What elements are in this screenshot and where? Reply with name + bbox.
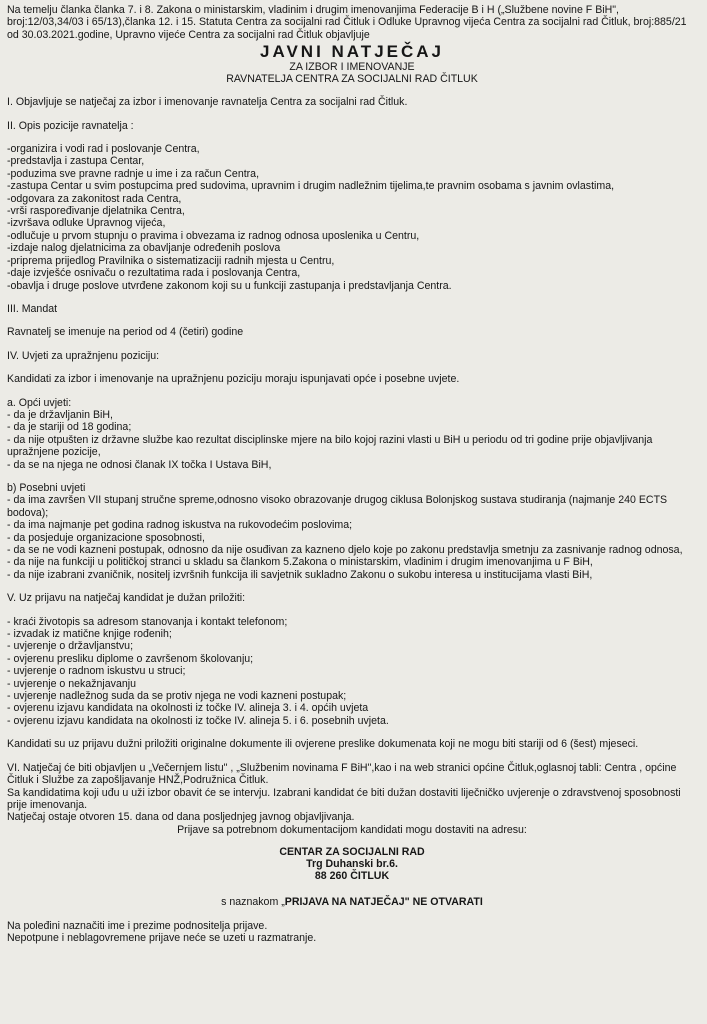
list-item: - da je stariji od 18 godina; [7, 421, 132, 434]
document-subtitle-1: ZA IZBOR I IMENOVANJE [289, 61, 415, 74]
list-item: -vrši raspoređivanje djelatnika Centra, [7, 205, 185, 218]
list-item: -izvršava odluke Upravnog vijeća, [7, 217, 166, 230]
list-item: - ovjerenu izjavu kandidata na okolnosti iz točke IV. alineja 5. i 6. posebnih uvjeta. [7, 714, 389, 727]
section-4-heading: IV. Uvjeti za upražnjenu poziciju: [7, 349, 160, 362]
list-item: -zastupa Centar u svim postupcima pred sudovima, upravnim i drugim nadležnim tijelima,te pravnim osobama s javnim ovlastima, [7, 180, 615, 193]
section-2-heading: II. Opis pozicije ravnatelja : [7, 119, 134, 132]
list-item: -daje izvješće osnivaču o rezultatima rada i poslovanja Centra, [7, 267, 301, 280]
list-item: - kraći životopis sa adresom stanovanja i kontakt telefonom; [7, 615, 288, 628]
list-item: - uvjerenje nadležnog suda da se protiv njega ne vodi kazneni postupak; [7, 690, 347, 703]
position-duties-list [7, 143, 697, 292]
list-item: -poduzima sve pravne radnje u ime i za račun Centra, [7, 167, 260, 180]
list-item: - da posjeduje organizacione sposobnosti, [7, 531, 205, 544]
list-item: - da je državljanin BiH, [7, 408, 113, 421]
list-item: -odgovara za zakonitost rada Centra, [7, 192, 182, 205]
list-item: - izvadak iz matične knjige rođenih; [7, 628, 172, 641]
list-item: -obavlja i druge poslove utvrđene zakonom koji su u funkciji zastupanja i predstavljanja Centra. [7, 279, 452, 292]
required-documents-list [7, 616, 697, 728]
envelope-marking-text: PRIJAVA NA NATJEČAJ [284, 896, 405, 909]
address-line-2: Trg Duhanski br.6. [306, 858, 398, 871]
document-subtitle-2: RAVNATELJA CENTRA ZA SOCIJALNI RAD ČITLUK [226, 73, 478, 86]
document-title: JAVNI NATJEČAJ [259, 42, 444, 62]
section-3-heading: III. Mandat [7, 302, 58, 315]
intro-paragraph: Na temelju članka članka 7. i 8. Zakona o ministarskim, vladinim i drugim imenovanjima Federacije B i H („Službene novine F BiH", broj:12/03,34/03 i 65/13),članka 12. i 15. Statuta Centra za socijalni rad Čitluk i Odluke Upravnog vijeća Centra za socijalni rad Čitluk, broj:885/21 od 30.03.2021.godine, Upravno vijeće Centra za socijalni rad Čitluk objavljuje [7, 4, 687, 41]
envelope-marking [7, 896, 697, 908]
general-conditions-heading: a. Opći uvjeti: [7, 396, 72, 409]
section-4-text: Kandidati za izbor i imenovanje na upražnjenu poziciju moraju ispunjavati opće i posebne uvjete. [7, 373, 460, 386]
list-item: - uvjerenje o radnom iskustvu u struci; [7, 665, 186, 678]
section-1-text: I. Objavljuje se natječaj za izbor i imenovanje ravnatelja Centra za socijalni rad Čitluk. [7, 96, 408, 109]
list-item: - da nije na funkciji u političkoj stranci u skladu sa člankom 5.Zakona o ministarskim, vladinim i drugim imenovanjima u F BiH, [7, 556, 593, 569]
list-item: -organizira i vodi rad i poslovanje Centra, [7, 143, 200, 156]
list-item: - da nije izabrani zvaničnik, nositelj izvršnih funkcija ili savjetnik sukladno Zakonu o sukobu interesa u institucijama vlasti BiH, [7, 568, 593, 581]
address-line-1: CENTAR ZA SOCIJALNI RAD [279, 846, 425, 859]
list-item: - da ima završen VII stupanj stručne spreme,odnosno visoko obrazovanje drugog ciklusa Bolonjskog sustava studiranja (najmanje 240 ECTS bodova); [7, 494, 668, 519]
section-6-submission: Prijave sa potrebnom dokumentacijom kandidati mogu dostaviti na adresu: [177, 823, 527, 836]
list-item: - ovjerenu izjavu kandidata na okolnosti iz točke IV. alineja 3. i 4. općih uvjeta [7, 702, 369, 715]
section-6-deadline: Natječaj ostaje otvoren 15. dana od dana posljednjeg javnog objavljivanja. [7, 811, 355, 824]
section-5-heading: V. Uz prijavu na natječaj kandidat je dužan priložiti: [7, 592, 246, 605]
section-6-interview: Sa kandidatima koji uđu u uži izbor obavit će se intervju. Izabrani kandidat će biti dužan dostaviti liječničko uvjerenje o zdravstvenoj sposobnosti prije imenovanja. [7, 786, 681, 811]
section-3-text: Ravnatelj se imenuje na period od 4 (četiri) godine [7, 326, 244, 339]
originals-note: Kandidati su uz prijavu dužni priložiti originalne dokumente ili ovjerene preslike dokumenata koji ne mogu biti stariji od 6 (šest) mjeseci. [7, 738, 639, 751]
footer-note-1: Na poleđini naznačiti ime i prezime podnositelja prijave. [7, 919, 268, 932]
address-line-3: 88 260 ČITLUK [314, 870, 390, 883]
special-conditions-heading: b) Posebni uvjeti [7, 481, 86, 494]
footer-note-2: Nepotpune i neblagovremene prijave neće se uzeti u razmatranje. [7, 931, 317, 944]
list-item: - uvjerenje o nekažnjavanju [7, 677, 136, 690]
list-item: -odlučuje u prvom stupnju o pravima i obvezama iz radnog odnosa uposlenika u Centru, [7, 229, 420, 242]
list-item: -predstavlja i zastupa Centar, [7, 155, 145, 168]
list-item: - da se ne vodi kazneni postupak, odnosno da nije osuđivan za kazneno djelo koje po zakonu predstavlja smetnju za zasnivanje radnog odnosa, [7, 544, 683, 556]
list-item: - da se na njega ne odnosi članak IX točka I Ustava BiH, [7, 458, 272, 471]
list-item: -priprema prijedlog Pravilnika o sistematizaciji radnih mjesta u Centru, [7, 254, 335, 267]
list-item: - ovjerenu presliku diplome o završenom školovanju; [7, 652, 254, 665]
envelope-marking-suffix: " NE OTVARATI [404, 896, 483, 909]
section-6-publication: VI. Natječaj će biti objavljen u „Večernjem listu" , „Službenim novinama F BiH",kao i na web stranici općine Čitluk,oglasnoj tabli: Centra , općine Čitluk i Službe za zapošljavanje HNŽ,Podružnica Čitluk. [7, 761, 677, 787]
list-item: -izdaje nalog djelatnicima za obavljanje određenih poslova [7, 242, 281, 255]
mailing-address [7, 846, 697, 882]
general-conditions-list [7, 409, 697, 471]
list-item: - da ima najmanje pet godina radnog iskustva na rukovodećim poslovima; [7, 519, 353, 532]
list-item: - uvjerenje o državljanstvu; [7, 640, 134, 653]
envelope-marking-prefix: s naznakom „ [221, 896, 285, 909]
list-item: - da nije otpušten iz državne službe kao rezultat disciplinske mjere na bilo kojoj razini vlasti u BiH u periodu od tri godine prije objavljivanja upražnjene pozicije, [7, 433, 653, 459]
special-conditions-list [7, 494, 697, 581]
